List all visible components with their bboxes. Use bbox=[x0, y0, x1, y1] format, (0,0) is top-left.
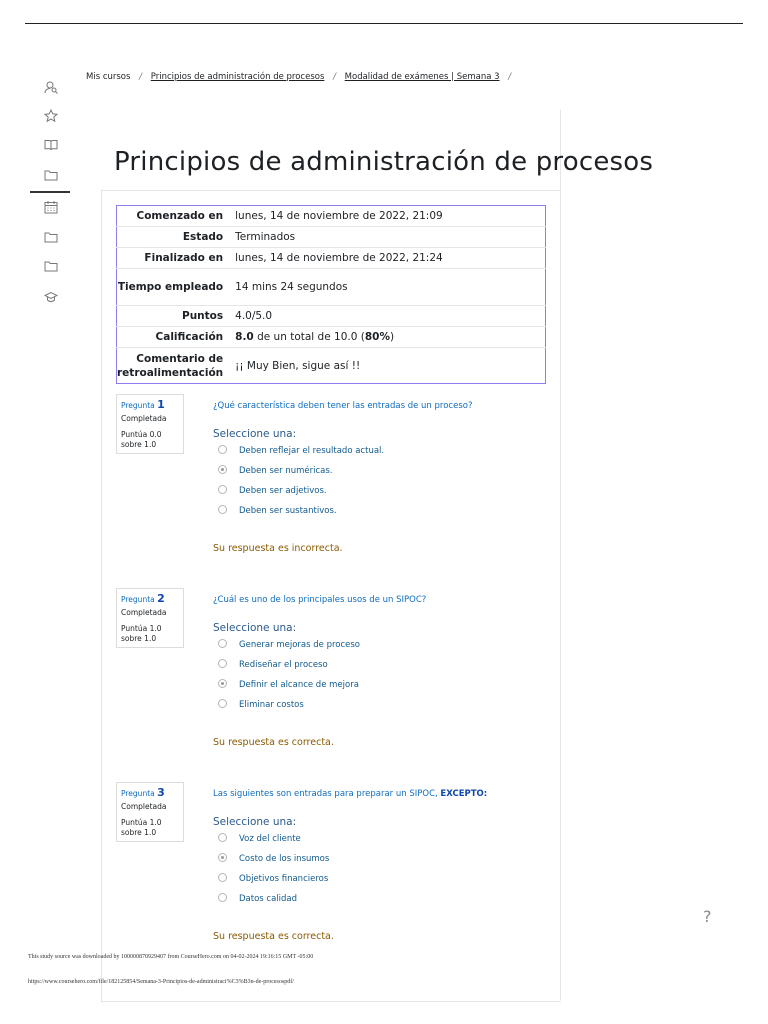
graduation-cap-icon[interactable] bbox=[44, 290, 58, 304]
question-status: Completada bbox=[121, 608, 167, 617]
breadcrumb bbox=[86, 72, 517, 82]
question-number: 3 bbox=[157, 786, 165, 799]
summary-row bbox=[117, 227, 546, 248]
radio-button[interactable] bbox=[218, 485, 227, 494]
footer-download-notice: This study source was downloaded by 100000870929407 from CourseHero.com on 04-02-2024 19:16:15 GMT -05:00 bbox=[28, 954, 314, 960]
user-search-icon[interactable] bbox=[44, 80, 58, 94]
answer-option[interactable] bbox=[218, 446, 384, 456]
breadcrumb-mis-cursos[interactable]: Mis cursos bbox=[86, 72, 131, 82]
footer-source-url[interactable]: https://www.coursehero.com/file/182125854/Semana-3-Principios-de-administraci%C3%B3n-de-procesospdf/ bbox=[28, 979, 294, 985]
summary-row bbox=[117, 348, 546, 384]
radio-button[interactable] bbox=[218, 699, 227, 708]
question-status: Completada bbox=[121, 414, 167, 423]
answer-feedback: Su respuesta es correcta. bbox=[213, 737, 334, 748]
question-status: Completada bbox=[121, 802, 167, 811]
radio-button[interactable] bbox=[218, 873, 227, 882]
grade-total: de un total de 10.0 ( bbox=[253, 331, 365, 343]
summary-label: Finalizado en bbox=[117, 248, 230, 269]
folder-icon[interactable] bbox=[44, 230, 58, 244]
summary-value: Terminados bbox=[229, 227, 545, 248]
active-indicator bbox=[30, 191, 70, 193]
answer-option[interactable] bbox=[218, 834, 301, 844]
folder-icon[interactable] bbox=[44, 259, 58, 273]
answer-option[interactable] bbox=[218, 700, 304, 710]
question-score: Puntúa 1.0 bbox=[121, 624, 162, 633]
answer-feedback: Su respuesta es correcta. bbox=[213, 931, 334, 942]
answer-option[interactable] bbox=[218, 894, 297, 904]
calendar-icon[interactable] bbox=[44, 200, 58, 214]
summary-row bbox=[117, 269, 546, 306]
option-label: Rediseñar el proceso bbox=[239, 660, 328, 670]
summary-label: Comentario de retroalimentación bbox=[117, 352, 224, 379]
question-prompt: Seleccione una: bbox=[213, 622, 297, 634]
radio-button-selected[interactable] bbox=[218, 679, 227, 688]
question-text bbox=[213, 789, 487, 799]
grade-value: 8.0 bbox=[235, 331, 254, 343]
summary-value: 14 mins 24 segundos bbox=[229, 269, 545, 306]
radio-button[interactable] bbox=[218, 505, 227, 514]
folder-icon[interactable] bbox=[44, 168, 58, 182]
breadcrumb-separator: / bbox=[333, 72, 336, 82]
option-label: Voz del cliente bbox=[239, 834, 301, 844]
radio-button[interactable] bbox=[218, 659, 227, 668]
question-prompt: Seleccione una: bbox=[213, 428, 297, 440]
breadcrumb-course[interactable]: Principios de administración de procesos bbox=[150, 72, 325, 82]
question-number: 2 bbox=[157, 592, 165, 605]
question-info-box bbox=[116, 782, 184, 842]
answer-option[interactable] bbox=[218, 466, 333, 476]
help-button[interactable]: ? bbox=[703, 907, 712, 926]
answer-option[interactable] bbox=[218, 640, 360, 650]
question-label: Pregunta bbox=[121, 595, 155, 604]
answer-option[interactable] bbox=[218, 660, 328, 670]
answer-option[interactable] bbox=[218, 874, 328, 884]
top-divider bbox=[25, 23, 743, 24]
question-prompt: Seleccione una: bbox=[213, 816, 297, 828]
breadcrumb-separator: / bbox=[508, 72, 512, 82]
question-out-of: sobre 1.0 bbox=[121, 634, 157, 643]
summary-row bbox=[117, 306, 546, 327]
answer-option[interactable] bbox=[218, 506, 337, 516]
grade-percent: 80% bbox=[364, 331, 390, 343]
option-label: Definir el alcance de mejora bbox=[239, 680, 359, 690]
star-icon[interactable] bbox=[44, 109, 58, 123]
breadcrumb-exam[interactable]: Modalidad de exámenes | Semana 3 bbox=[344, 72, 500, 82]
question-score: Puntúa 1.0 bbox=[121, 818, 162, 827]
breadcrumb-separator: / bbox=[139, 72, 143, 82]
attempt-summary-table bbox=[116, 205, 546, 384]
option-label: Objetivos financieros bbox=[239, 874, 329, 884]
summary-value: lunes, 14 de noviembre de 2022, 21:09 bbox=[229, 206, 545, 227]
summary-row bbox=[117, 206, 546, 227]
summary-label: Estado bbox=[117, 227, 230, 248]
question-out-of: sobre 1.0 bbox=[121, 440, 157, 449]
radio-button-selected[interactable] bbox=[218, 853, 227, 862]
option-label: Deben ser numéricas. bbox=[239, 466, 333, 476]
option-label: Deben reflejar el resultado actual. bbox=[239, 446, 385, 456]
radio-button-selected[interactable] bbox=[218, 465, 227, 474]
radio-button[interactable] bbox=[218, 445, 227, 454]
answer-feedback: Su respuesta es incorrecta. bbox=[213, 543, 343, 554]
summary-value: ¡¡ Muy Bien, sigue así !! bbox=[235, 359, 361, 372]
question-score: Puntúa 0.0 bbox=[121, 430, 162, 439]
option-label: Deben ser sustantivos. bbox=[239, 506, 337, 516]
summary-row bbox=[117, 327, 546, 348]
summary-value: 4.0/5.0 bbox=[229, 306, 545, 327]
option-label: Datos calidad bbox=[239, 894, 298, 904]
question-info-box bbox=[116, 588, 184, 648]
page-title: Principios de administración de procesos bbox=[114, 147, 654, 178]
radio-button[interactable] bbox=[218, 893, 227, 902]
answer-option[interactable] bbox=[218, 680, 359, 690]
option-label: Costo de los insumos bbox=[239, 854, 330, 864]
question-text-emphasis: EXCEPTO: bbox=[440, 789, 488, 799]
summary-label: Comenzado en bbox=[117, 206, 230, 227]
summary-label: Puntos bbox=[117, 306, 230, 327]
question-text: ¿Cuál es uno de los principales usos de un SIPOC? bbox=[213, 595, 427, 605]
question-label: Pregunta bbox=[121, 789, 155, 798]
book-icon[interactable] bbox=[44, 138, 58, 152]
summary-value bbox=[229, 327, 545, 348]
option-label: Eliminar costos bbox=[239, 700, 304, 710]
question-out-of: sobre 1.0 bbox=[121, 828, 157, 837]
answer-option[interactable] bbox=[218, 854, 329, 864]
radio-button[interactable] bbox=[218, 639, 227, 648]
answer-option[interactable] bbox=[218, 486, 327, 496]
summary-row bbox=[117, 248, 546, 269]
summary-value: lunes, 14 de noviembre de 2022, 21:24 bbox=[229, 248, 545, 269]
summary-label: Tiempo empleado bbox=[117, 269, 230, 306]
option-label: Deben ser adjetivos. bbox=[239, 486, 327, 496]
radio-button[interactable] bbox=[218, 833, 227, 842]
question-info-box bbox=[116, 394, 184, 454]
summary-label: Calificación bbox=[117, 327, 230, 348]
question-number: 1 bbox=[157, 398, 165, 411]
grade-close: ) bbox=[389, 331, 395, 343]
question-text: ¿Qué característica deben tener las entradas de un proceso? bbox=[213, 401, 473, 411]
question-text-main: Las siguientes son entradas para preparar un SIPOC, bbox=[213, 789, 438, 799]
question-label: Pregunta bbox=[121, 401, 155, 410]
option-label: Generar mejoras de proceso bbox=[239, 640, 361, 650]
